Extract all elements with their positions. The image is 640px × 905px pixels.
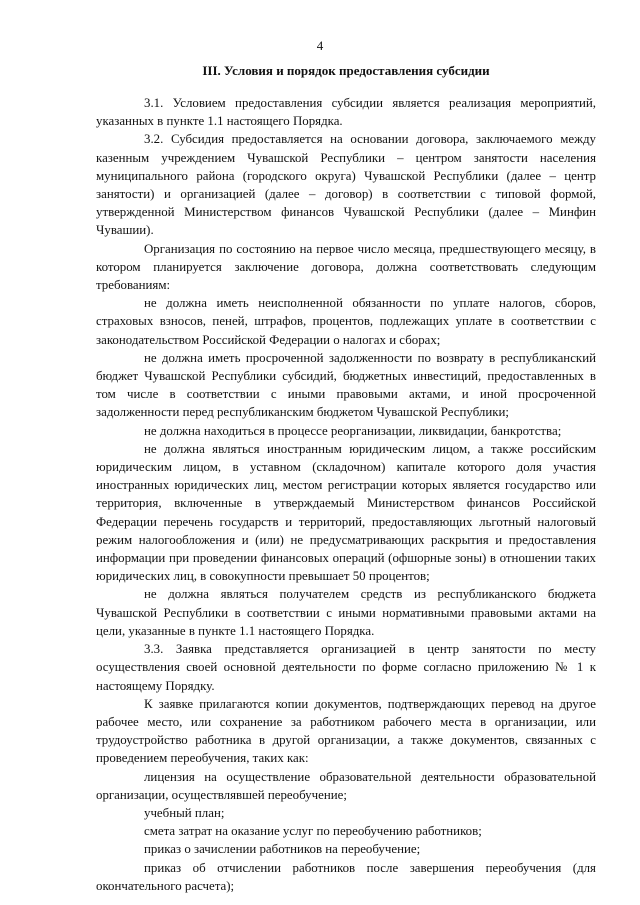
paragraph-3-3: 3.3. Заявка представляется организацией в центр занятости по месту осуществления своей основной деятельности по форме согласно приложению № 1 к настоящему Порядку.	[96, 642, 596, 693]
attachment-cost-estimate: смета затрат на оказание услуг по переобучению работников;	[144, 824, 482, 839]
requirement-reorganization: не должна находиться в процессе реорганизации, ликвидации, банкротства;	[144, 423, 562, 438]
requirement-foreign-entity: не должна являться иностранным юридическим лицом, а также российским юридическим лицом, в уставном (складочном) капитале которого доля участия иностранных юридических лиц, местом регистрации которых является государство или территория, включенные в утверждаемый Министерством финансов Российской Федерации перечень государств и территорий, предоставляющих льготный налоговый режим налогообложения и (или) не предусматривающих раскрытия и предоставления информации при проведении финансовых операций (офшорные зоны) в отношении таких юридических лиц, в совокупности превышает 50 процентов;	[96, 441, 596, 584]
body-text	[96, 94, 596, 895]
page-number: 4	[316, 38, 324, 53]
paragraph-attachments-intro: К заявке прилагаются копии документов, подтверждающих перевод на другое рабочее место, или сохранение за работником рабочего места в организации, или трудоустройство работника в другой организации, а также документов, связанных с проведением переобучения, таких как:	[96, 696, 596, 766]
paragraph-3-2: 3.2. Субсидия предоставляется на основании договора, заключаемого между казенным учреждением Чувашской Республики – центром занятости населения муниципального района (городского округа) Чувашской Республики (далее – центр занятости) и организацией (далее – договор) в соответствии с типовой формой, утвержденной Министерством финансов Чувашской Республики (далее – Минфин Чувашии).	[96, 132, 596, 238]
attachment-curriculum: учебный план;	[144, 805, 225, 820]
requirement-taxes: не должна иметь неисполненной обязанности по уплате налогов, сборов, страховых взносов, пеней, штрафов, процентов, подлежащих уплате в соответствии с законодательством Российской Федерации о налогах и сборах;	[96, 296, 596, 347]
attachment-enrollment-order: приказ о зачислении работников на переобучение;	[144, 842, 421, 857]
attachment-dismissal-order: приказ об отчислении работников после завершения переобучения (для окончательного расчета);	[96, 860, 596, 893]
attachment-license: лицензия на осуществление образовательной деятельности образовательной организации, осуществлявшей переобучение;	[96, 769, 596, 802]
paragraph-requirements-intro: Организация по состоянию на первое число месяца, предшествующего месяцу, в котором планируется заключение договора, должна соответствовать следующим требованиям:	[96, 241, 596, 293]
requirement-other-funds: не должна являться получателем средств из республиканского бюджета Чувашской Республики в соответствии с иными нормативными правовыми актами на цели, указанные в пункте 1.1 настоящего Порядка.	[96, 587, 596, 638]
paragraph-3-1: 3.1. Условием предоставления субсидии является реализация мероприятий, указанных в пункте 1.1 настоящего Порядка.	[96, 96, 596, 129]
section-title: III. Условия и порядок предоставления субсидии	[202, 63, 490, 78]
requirement-debt: не должна иметь просроченной задолженности по возврату в республиканский бюджет Чувашской Республики субсидий, бюджетных инвестиций, предоставленных в том числе в соответствии с иными правовыми актами, и иной просроченной задолженности перед республиканским бюджетом Чувашской Республики;	[96, 350, 596, 420]
